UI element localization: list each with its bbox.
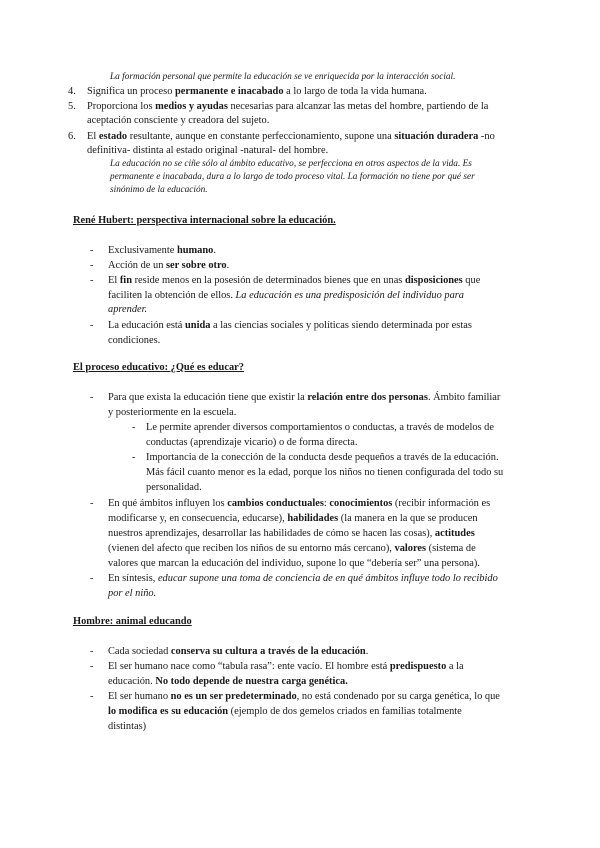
bullet-continuation: nuestros aprendizajes, desarrollar las habilidades de cómo se hacen las cosas), actitudes — [108, 528, 475, 539]
sub-bullet-item: Le permite aprender diversos comportamientos o conductas, a través de modelos de — [146, 422, 494, 433]
intro-italic: La formación personal que permite la educación se ve enriquecida por la interacción social. — [110, 72, 456, 82]
bullet-dash: - — [90, 245, 94, 256]
bullet-continuation: educación. No todo depende de nuestra carga genética. — [108, 676, 348, 687]
section-heading: Hombre: animal educando — [73, 616, 192, 627]
item-number: 5. — [68, 101, 76, 112]
bullet-dash: - — [90, 392, 94, 403]
bullet-item: El fin reside menos en la posesión de determinados bienes que en unas disposiciones que — [108, 275, 481, 286]
bullet-item: Acción de un ser sobre otro. — [108, 260, 230, 271]
bullet-continuation: condiciones. — [108, 335, 161, 346]
bullet-dash: - — [90, 320, 94, 331]
sub-bullet-continuation: conductas (aprendizaje vicario) o de forma directa. — [146, 437, 358, 448]
bullet-item: Para que exista la educación tiene que existir la relación entre dos personas. Ámbito familiar — [108, 392, 501, 403]
bullet-continuation: lo modifica es su educación (ejemplo de dos gemelos criados en familias totalmente — [108, 706, 462, 717]
bullet-item: En qué ámbitos influyen los cambios conductuales: conocimientos (recibir información es — [108, 498, 491, 509]
bullet-continuation: y posteriormente en la escuela. — [108, 407, 237, 418]
bullet-item: Cada sociedad conserva su cultura a través de la educación. — [108, 646, 369, 657]
note-line: La educación no se ciñe sólo al ámbito educativo, se perfecciona en otros aspectos de la vida. Es — [110, 159, 472, 169]
sub-bullet-continuation: personalidad. — [146, 482, 202, 493]
note-line: sinónimo de la educación. — [110, 185, 208, 195]
item-number: 4. — [68, 86, 76, 97]
section-heading: René Hubert: perspectiva internacional sobre la educación. — [73, 215, 336, 226]
bullet-continuation: aprender. — [108, 304, 148, 315]
bullet-continuation: modificarse y, en consecuencia, educarse), habilidades (la manera en la que se producen — [108, 513, 478, 524]
bullet-item: El ser humano no es un ser predeterminado, no está condenado por su carga genética, lo que — [108, 691, 500, 702]
bullet-dash: - — [90, 260, 94, 271]
bullet-dash: - — [90, 498, 94, 509]
bullet-continuation: faciliten la obtención de ellos. La educación es una predisposición del individuo para — [108, 290, 465, 301]
list-item-continuation: aceptación consciente y creadora del sujeto. — [87, 115, 270, 126]
list-item: El estado resultante, aunque en constante perfeccionamiento, supone una situación duradera -no — [87, 131, 495, 142]
bullet-continuation: por el niño. — [108, 588, 157, 599]
bullet-continuation: distintas) — [108, 721, 147, 732]
bullet-continuation: valores que marcan la educación del individuo, supone lo que “debería ser” una persona). — [108, 558, 480, 569]
bullet-dash: - — [90, 691, 94, 702]
list-item-continuation: definitiva- distinta al estado original -natural- del hombre. — [87, 145, 329, 156]
bullet-item: En síntesis, educar supone una toma de conciencia de en qué ámbitos influye todo lo recibido — [108, 573, 498, 584]
sub-bullet-dash: - — [132, 452, 136, 463]
bullet-dash: - — [90, 275, 94, 286]
item-number: 6. — [68, 131, 76, 142]
bullet-item: Exclusivamente humano. — [108, 245, 216, 256]
bullet-item: La educación está unida a las ciencias sociales y políticas siendo determinada por estas — [108, 320, 472, 331]
section-heading: El proceso educativo: ¿Qué es educar? — [73, 362, 244, 373]
bullet-dash: - — [90, 646, 94, 657]
sub-bullet-item: Importancia de la conección de la conducta desde pequeños a través de la educación. — [146, 452, 499, 463]
sub-bullet-continuation: Más fácil cuanto menor es la edad, porque los niños no tienen configurada del todo su — [146, 467, 504, 478]
bullet-dash: - — [90, 573, 94, 584]
list-item: Proporciona los medios y ayudas necesarias para alcanzar las metas del hombre, partiendo de la — [87, 101, 489, 112]
sub-bullet-dash: - — [132, 422, 136, 433]
list-item: Significa un proceso permanente e inacabado a lo largo de toda la vida humana. — [87, 86, 427, 97]
bullet-item: El ser humano nace como “tabula rasa”: ente vacío. El hombre está predispuesto a la — [108, 661, 464, 672]
bullet-continuation: (vienen del afecto que reciben los niños de su entorno más cercano), valores (sistema de — [108, 543, 476, 554]
bullet-dash: - — [90, 661, 94, 672]
note-line: permanente e inacabada, dura a lo largo de todo proceso vital. La formación no tiene por qué ser — [110, 172, 475, 182]
